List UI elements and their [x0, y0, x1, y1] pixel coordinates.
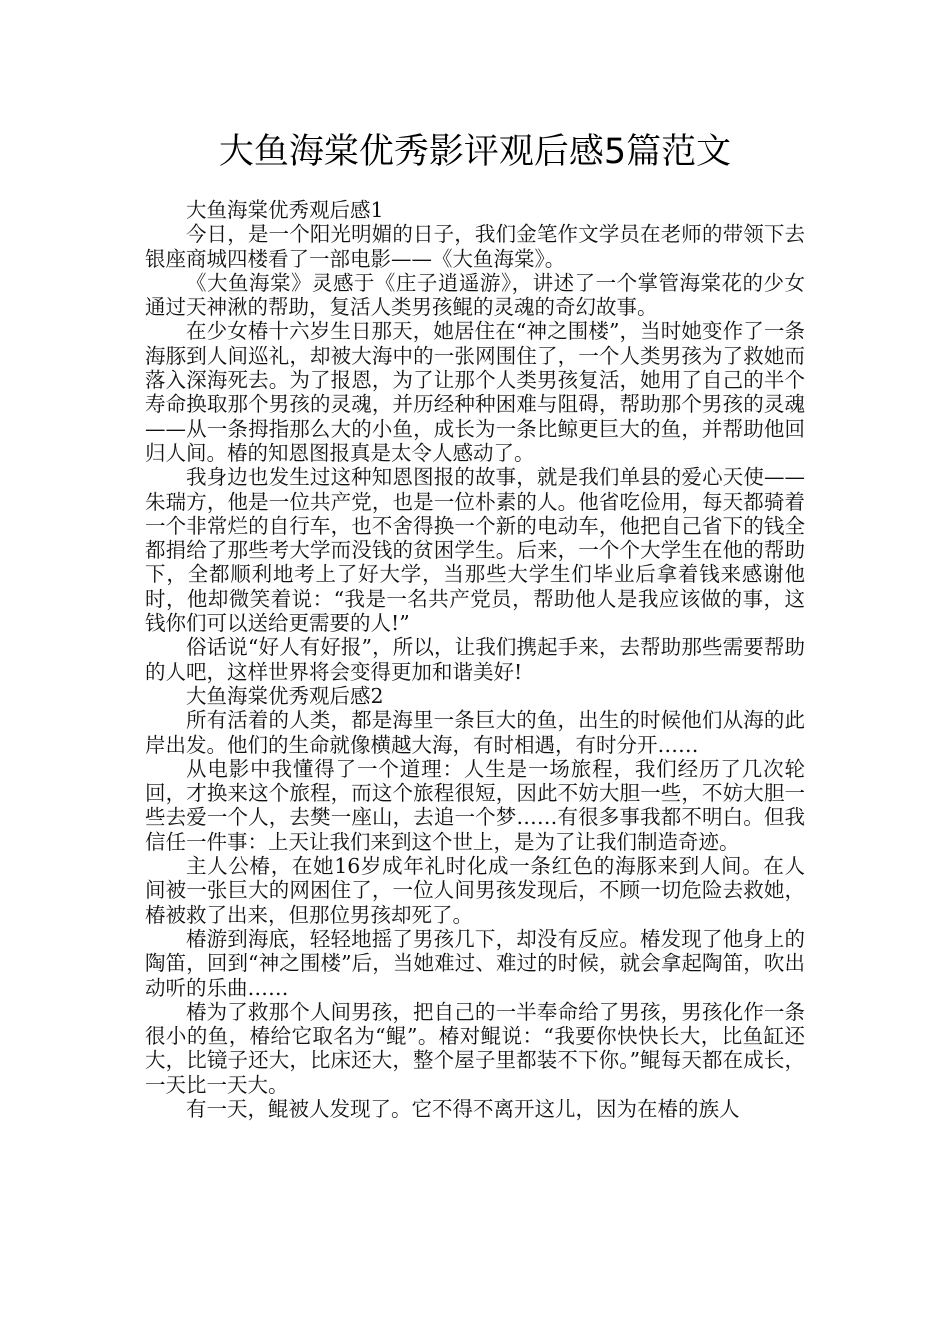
document-body [145, 198, 805, 1121]
paragraph: 主人公椿，在她16岁成年礼时化成一条红色的海豚来到人间。在人间被一张巨大的网困住了，一位人间男孩发现后，不顾一切危险去救她，椿被救了出来，但那位男孩却死了。 [145, 854, 805, 927]
paragraph: 在少女椿十六岁生日那天，她居住在“神之围楼”，当时她变作了一条海豚到人间巡礼，却被大海中的一张网围住了，一个人类男孩为了救她而落入深海死去。为了报恩，为了让那个人类男孩复活，她用了自己的半个寿命换取那个男孩的灵魂，并历经种种困难与阻碍，帮助那个男孩的灵魂——从一条拇指那么大的小鱼，成长为一条比鲸更巨大的鱼，并帮助他回归人间。椿的知恩图报真是太令人感动了。 [145, 319, 805, 465]
section-heading: 大鱼海棠优秀观后感2 [186, 683, 384, 708]
paragraph: 从电影中我懂得了一个道理：人生是一场旅程，我们经历了几次轮回，才换来这个旅程，而这个旅程很短，因此不妨大胆一些，不妨大胆一些去爱一个人，去樊一座山，去追一个梦……有很多事我都不明白。但我信任一件事：上天让我们来到这个世上，是为了让我们制造奇迹。 [145, 756, 805, 854]
document-title: 大鱼海棠优秀影评观后感5篇范文 [218, 132, 732, 172]
paragraph: 椿游到海底，轻轻地摇了男孩几下，却没有反应。椿发现了他身上的陶笛，回到“神之围楼”后，当她难过、难过的时候，就会拿起陶笛，吹出动听的乐曲…… [145, 926, 805, 1000]
paragraph: 今日，是一个阳光明媚的日子，我们金笔作文学员在老师的带领下去银座商城四楼看了一部电影——《大鱼海棠》。 [145, 222, 805, 271]
paragraph: 俗话说“好人有好报”，所以，让我们携起手来，去帮助那些需要帮助的人吧，这样世界将会变得更加和谐美好! [145, 635, 805, 684]
paragraph: 《大鱼海棠》灵感于《庄子逍遥游》，讲述了一个掌管海棠花的少女通过天神湫的帮助，复活人类男孩鲲的灵魂的奇幻故事。 [145, 270, 805, 320]
paragraph: 有一天，鲲被人发现了。它不得不离开这儿，因为在椿的族人 [186, 1096, 740, 1121]
section-heading: 大鱼海棠优秀观后感1 [186, 198, 384, 222]
paragraph: 我身边也发生过这种知恩图报的故事，就是我们单县的爱心天使——朱瑞方，他是一位共产党，也是一位朴素的人。他省吃俭用，每天都骑着一个非常烂的自行车，也不舍得换一个新的电动车，他把自己省下的钱全都捐给了那些考大学而没钱的贫困学生。后来，一个个大学生在他的帮助下，全都顺利地考上了好大学，当那些大学生们毕业后拿着钱来感谢他时，他却微笑着说：“我是一名共产党员，帮助他人是我应该做的事，这钱你们可以送给更需要的人!” [145, 465, 805, 636]
paragraph: 所有活着的人类，都是海里一条巨大的鱼，出生的时候他们从海的此岸出发。他们的生命就像横越大海，有时相遇，有时分开…… [145, 708, 805, 757]
paragraph: 椿为了救那个人间男孩，把自己的一半奉命给了男孩，男孩化作一条很小的鱼，椿给它取名为“鲲”。椿对鲲说：“我要你快快长大，比鱼缸还大，比镜子还大，比床还大，整个屋子里都装不下你。”鲲每天都在成长，一天比一天大。 [145, 999, 805, 1097]
